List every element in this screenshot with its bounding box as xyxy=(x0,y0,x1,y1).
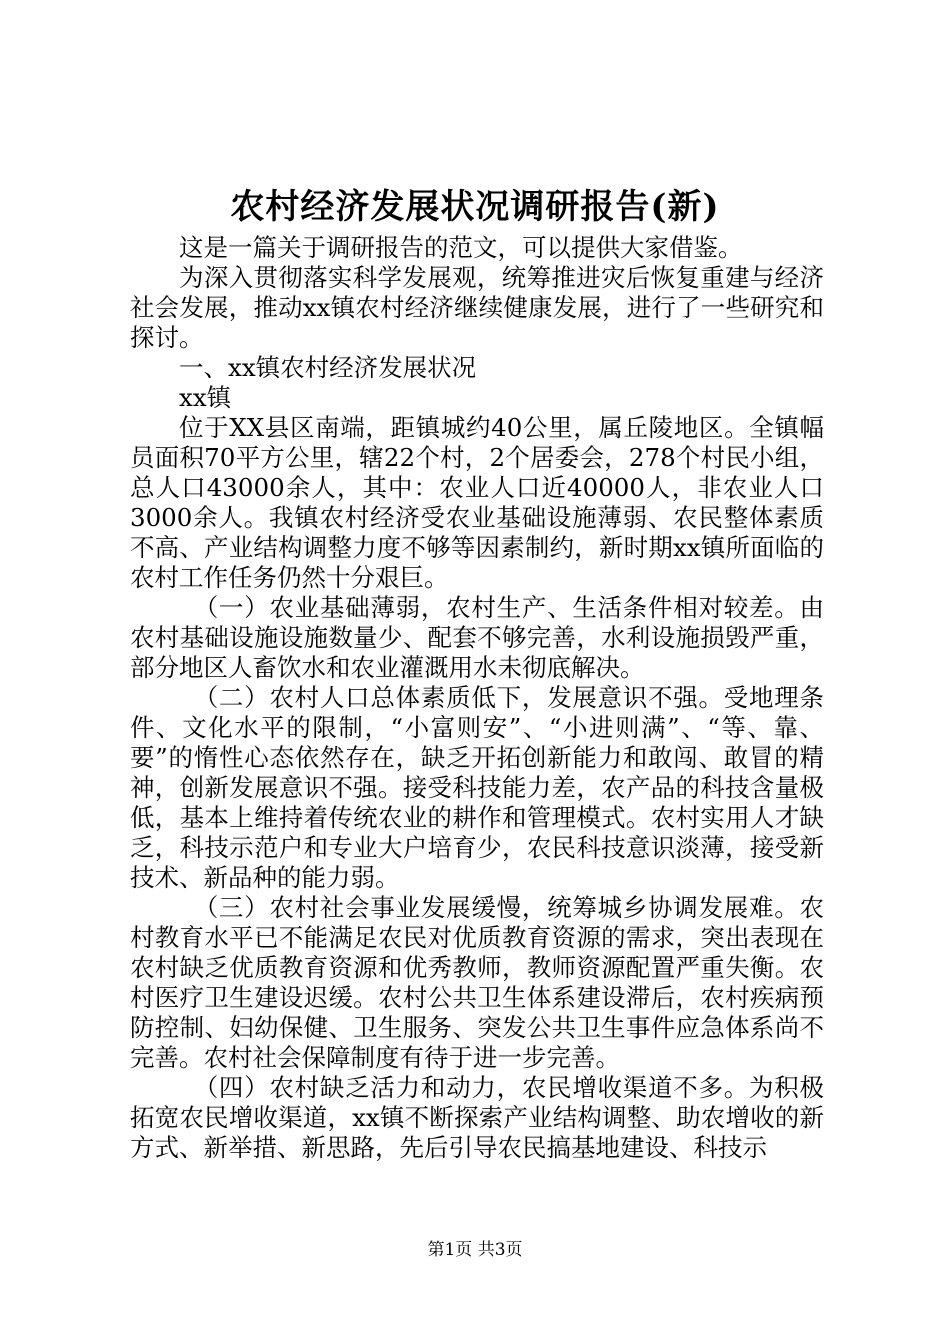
body-paragraph: 为深入贯彻落实科学发展观，统筹推进灾后恢复重建与经济社会发展，推动xx镇农村经济继续健康发展，进行了一些研究和探讨。 xyxy=(130,263,824,352)
intro-paragraph: 这是一篇关于调研报告的范文，可以提供大家借鉴。 xyxy=(179,233,743,262)
body-paragraph: xx镇 xyxy=(179,383,232,412)
list-item-paragraph: （一）农业基础薄弱，农村生产、生活条件相对较差。由农村基础设施设施数量少、配套不够完善，水利设施损毁严重，部分地区人畜饮水和农业灌溉用水未彻底解决。 xyxy=(130,593,824,682)
list-item-paragraph: （三）农村社会事业发展缓慢，统筹城乡协调发展难。农村教育水平已不能满足农民对优质教育资源的需求，突出表现在农村缺乏优质教育资源和优秀教师，教师资源配置严重失衡。农村医疗卫生建设迟缓。农村公共卫生体系建设滞后，农村疾病预防控制、妇幼保健、卫生服务、突发公共卫生事件应急体系尚不完善。农村社会保障制度有待于进一步完善。 xyxy=(130,893,824,1072)
section-heading: 一、xx镇农村经济发展状况 xyxy=(179,353,477,382)
list-item-paragraph: （四）农村缺乏活力和动力，农民增收渠道不多。为积极拓宽农民增收渠道，xx镇不断探索产业结构调整、助农增收的新方式、新举措、新思路，先后引导农民搞基地建设、科技示 xyxy=(130,1073,824,1162)
list-item-paragraph: （二）农村人口总体素质低下，发展意识不强。受地理条件、文化水平的限制，“小富则安”、“小进则满”、“等、靠、要”的惰性心态依然存在，缺乏开拓创新能力和敢闯、敢冒的精神，创新发展意识不强。接受科技能力差，农产品的科技含量极低，基本上维持着传统农业的耕作和管理模式。农村实用人才缺乏，科技示范户和专业大户培育少，农民科技意识淡薄，接受新技术、新品种的能力弱。 xyxy=(130,683,824,892)
document-body xyxy=(130,233,824,1163)
document-title: 农村经济发展状况调研报告(新) xyxy=(230,187,720,227)
body-paragraph: 位于XX县区南端，距镇城约40公里，属丘陵地区。全镇幅员面积70平方公里，辖22个村，2个居委会，278个村民小组，总人口43000余人，其中：农业人口近40000人，非农业人口3000余人。我镇农村经济受农业基础设施薄弱、农民整体素质不高、产业结构调整力度不够等因素制约，新时期xx镇所面临的农村工作任务仍然十分艰巨。 xyxy=(130,413,824,592)
page-footer: 第1页 共3页 xyxy=(427,1240,523,1260)
